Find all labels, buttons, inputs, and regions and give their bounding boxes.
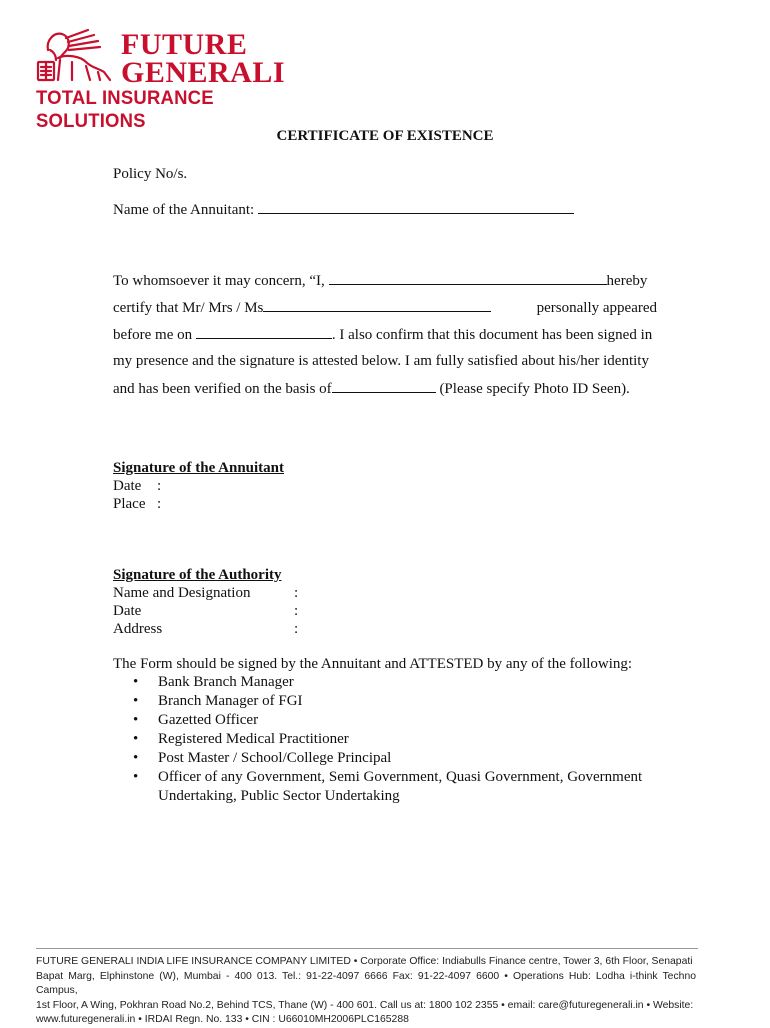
- footer-divider: [36, 948, 698, 949]
- footer-line-3: 1st Floor, A Wing, Pokhran Road No.2, Behind TCS, Thane (W) - 400 601. Call us at: 1800 102 2355 • email: care@futuregenerali.in • Website:: [36, 999, 694, 1011]
- authority-name-colon: :: [294, 585, 299, 601]
- list-item: • Post Master / School/College Principal: [113, 749, 673, 768]
- annuitant-place-label: Place: [113, 496, 146, 512]
- photo-id-blank[interactable]: [332, 380, 436, 393]
- authority-date-colon: :: [294, 603, 299, 619]
- winged-lion-icon: [36, 28, 118, 84]
- footer-line-4: www.futuregenerali.in • IRDAI Regn. No. 133 • CIN : U66010MH2006PLC165288: [36, 1014, 409, 1025]
- annuitant-place-colon: :: [157, 496, 162, 512]
- authority-address-label: Address: [113, 621, 163, 637]
- attestation-instructions: The Form should be signed by the Annuitant and ATTESTED by any of the following:: [113, 656, 633, 672]
- paragraph-line-2: [113, 299, 657, 317]
- authority-date-label: Date: [113, 603, 142, 619]
- list-item: • Bank Branch Manager: [113, 673, 673, 692]
- before-me-text: before me on: [113, 327, 193, 343]
- annuitant-date-colon: :: [157, 478, 162, 494]
- policy-number-label: Policy No/s.: [113, 166, 188, 182]
- brand-tagline: TOTAL INSURANCE SOLUTIONS: [36, 85, 214, 132]
- person-name-blank[interactable]: [263, 299, 491, 312]
- annuitant-name-label: Name of the Annuitant:: [113, 202, 255, 218]
- photo-id-note: (Please specify Photo ID Seen).: [439, 381, 630, 397]
- annuitant-name-field: [113, 201, 574, 219]
- list-item: • Branch Manager of FGI: [113, 692, 673, 711]
- footer-line-2: Bapat Marg, Elphinstone (W), Mumbai - 400 013. Tel.: 91-22-4097 6666 Fax: 91-22-4097 6600 • Operations Hub: Lodha i-think Techno Campus,: [36, 970, 696, 996]
- authority-name-label: Name and Designation: [113, 585, 251, 601]
- presence-text: my presence and the signature is attested below. I am fully satisfied about his/her identity: [113, 353, 649, 369]
- list-item: • Registered Medical Practitioner: [113, 730, 673, 749]
- annuitant-signature-heading: Signature of the Annuitant: [113, 460, 285, 476]
- company-logo: [36, 28, 286, 132]
- attester-list: [113, 673, 673, 806]
- concern-text: To whomsoever it may concern, “I,: [113, 273, 325, 289]
- annuitant-date-label: Date: [113, 478, 142, 494]
- list-item: • Officer of any Government, Semi Government, Quasi Government, Government: [113, 768, 673, 787]
- certifier-name-blank[interactable]: [329, 272, 607, 285]
- brand-name-line1: FUTURE: [121, 28, 248, 61]
- paragraph-line-1: [113, 272, 657, 290]
- date-blank[interactable]: [196, 326, 332, 339]
- verified-text: and has been verified on the basis of: [113, 381, 332, 397]
- confirm-text: . I also confirm that this document has been signed in: [331, 327, 653, 343]
- appeared-text: personally appeared: [536, 300, 657, 316]
- list-item-continuation-text: Undertaking, Public Sector Undertaking: [158, 788, 400, 804]
- paragraph-line-5: [113, 380, 657, 398]
- brand-name-line2: GENERALI: [121, 56, 286, 89]
- authority-address-colon: :: [294, 621, 299, 637]
- footer-line-1: FUTURE GENERALI INDIA LIFE INSURANCE COMPANY LIMITED • Corporate Office: Indiabulls Finance centre, Tower 3, 6th Floor, Senapati: [36, 956, 693, 967]
- paragraph-line-3: [113, 326, 657, 344]
- policy-number-field: [113, 166, 187, 183]
- list-item: • Gazetted Officer: [113, 711, 673, 730]
- company-footer: [36, 955, 696, 1028]
- list-item-continuation: [113, 787, 673, 806]
- annuitant-name-blank[interactable]: [258, 201, 574, 214]
- document-title: CERTIFICATE OF EXISTENCE: [276, 128, 494, 144]
- certify-text: certify that Mr/ Mrs / Ms: [113, 300, 264, 316]
- authority-signature-heading: Signature of the Authority: [113, 567, 282, 583]
- paragraph-line-4: [113, 353, 657, 370]
- hereby-text: hereby: [606, 273, 648, 289]
